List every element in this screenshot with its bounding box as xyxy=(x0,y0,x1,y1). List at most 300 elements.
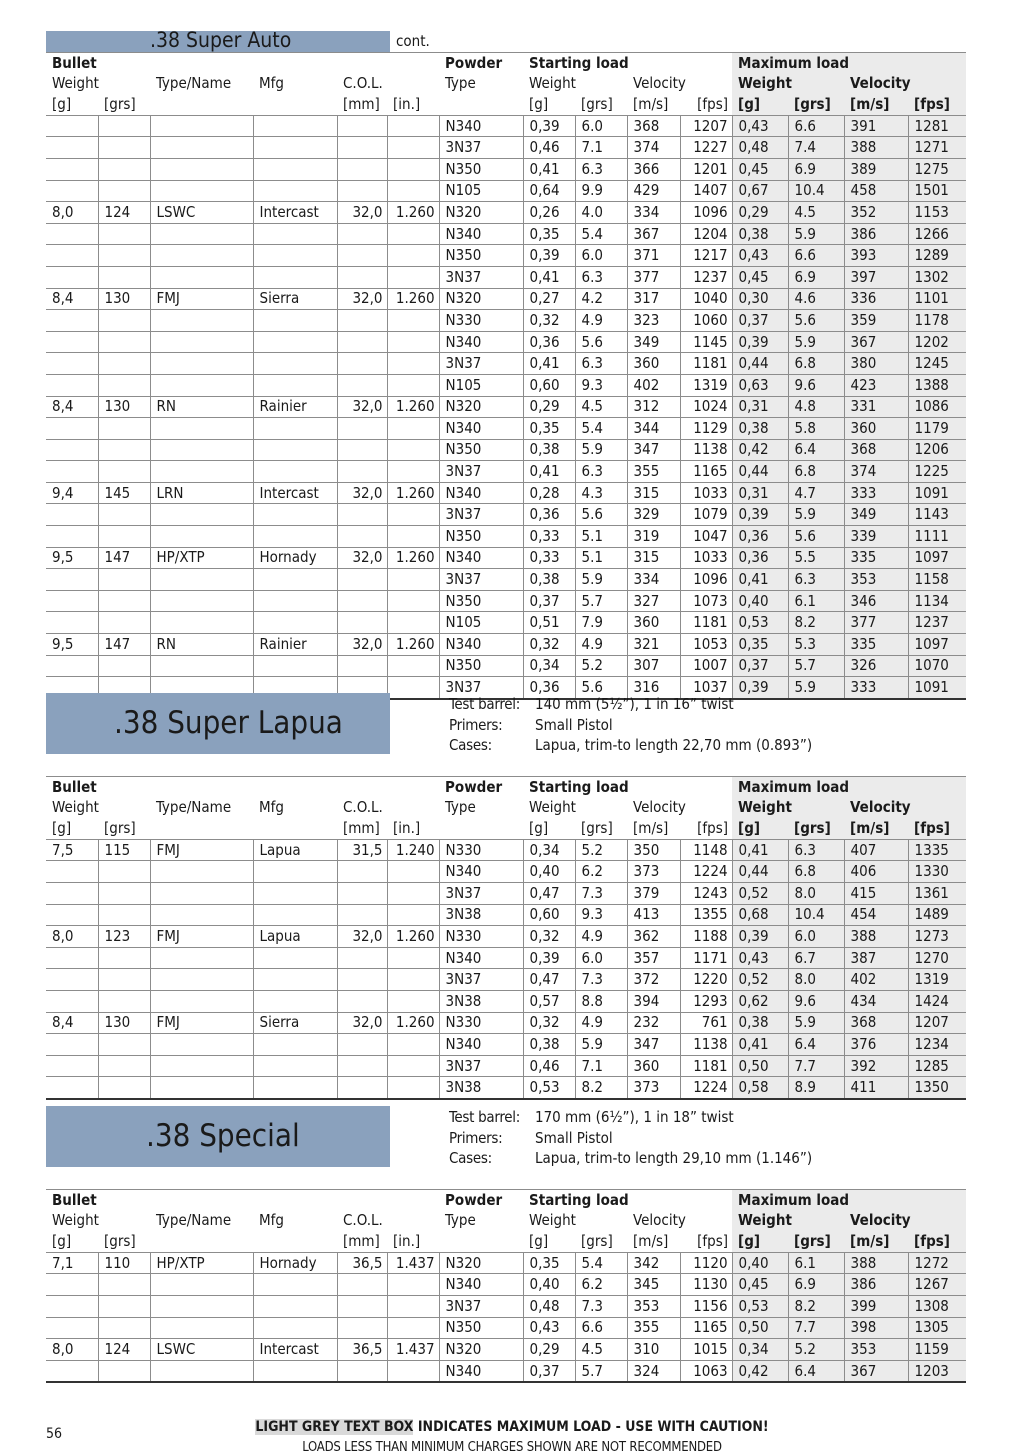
bullet-weight-grs-cell xyxy=(98,882,150,904)
col-in-cell xyxy=(387,947,439,969)
col-in-cell xyxy=(387,1077,439,1099)
type-name-cell xyxy=(150,439,253,461)
type-name-cell xyxy=(150,969,253,991)
col-mm-cell xyxy=(337,504,387,526)
col-in-cell: 1.260 xyxy=(387,482,439,504)
max-weight-grs-cell: 5.9 xyxy=(788,223,844,245)
bullet-weight-grs-cell: 115 xyxy=(98,839,150,861)
unit-start-weight-grs: [grs] xyxy=(575,1231,627,1252)
max-velocity-fps-cell: 1153 xyxy=(908,202,966,224)
type-name-cell xyxy=(150,612,253,634)
max-weight-g-cell: 0,50 xyxy=(732,1055,788,1077)
type-name-cell xyxy=(150,1077,253,1099)
mfg-cell xyxy=(253,418,337,440)
max-weight-grs-cell: 6.7 xyxy=(788,947,844,969)
bullet-weight-g-cell xyxy=(46,1295,98,1317)
mfg-cell xyxy=(253,245,337,267)
table-row xyxy=(46,482,966,504)
table-row xyxy=(46,202,966,224)
col-in-cell: 1.437 xyxy=(387,1252,439,1274)
powder-type-cell: N330 xyxy=(439,310,523,332)
col-in-cell xyxy=(387,904,439,926)
mfg-cell xyxy=(253,590,337,612)
max-velocity-fps-cell: 1424 xyxy=(908,990,966,1012)
type-name-cell xyxy=(150,310,253,332)
max-velocity-fps-cell: 1266 xyxy=(908,223,966,245)
col-in-cell xyxy=(387,418,439,440)
max-velocity-fps-cell: 1330 xyxy=(908,861,966,883)
table-row xyxy=(46,904,966,926)
max-velocity-ms-cell: 380 xyxy=(844,353,908,375)
unit-start-velocity-ms: [m/s] xyxy=(627,818,680,839)
type-name-cell: LSWC xyxy=(150,202,253,224)
bullet-weight-grs-cell xyxy=(98,590,150,612)
start-weight-grs-cell: 7.3 xyxy=(575,1295,627,1317)
bullet-weight-grs-cell xyxy=(98,439,150,461)
col-in-cell xyxy=(387,1295,439,1317)
mfg-cell: Lapua xyxy=(253,926,337,948)
mfg-cell xyxy=(253,990,337,1012)
table-row xyxy=(46,504,966,526)
table-row xyxy=(46,288,966,310)
start-weight-grs-cell: 4.5 xyxy=(575,1339,627,1361)
max-weight-g-cell: 0,52 xyxy=(732,882,788,904)
start-weight-grs-cell: 7.1 xyxy=(575,1055,627,1077)
col-in-cell xyxy=(387,115,439,137)
table-row xyxy=(46,1012,966,1034)
max-velocity-ms-cell: 359 xyxy=(844,310,908,332)
start-weight-grs-cell: 5.1 xyxy=(575,526,627,548)
max-weight-grs-cell: 7.7 xyxy=(788,1317,844,1339)
unit-powder-type xyxy=(439,1231,523,1252)
max-velocity-fps-cell: 1202 xyxy=(908,331,966,353)
max-weight-g-cell: 0,50 xyxy=(732,1317,788,1339)
mfg-cell xyxy=(253,655,337,677)
bullet-weight-grs-cell: 124 xyxy=(98,1339,150,1361)
header-maximum-load: Maximum load xyxy=(732,1190,966,1211)
max-weight-grs-cell: 9.6 xyxy=(788,374,844,396)
max-velocity-fps-cell: 1237 xyxy=(908,612,966,634)
max-weight-g-cell: 0,37 xyxy=(732,655,788,677)
unit-max-weight-grs: [grs] xyxy=(788,1231,844,1252)
type-name-cell xyxy=(150,904,253,926)
mfg-cell xyxy=(253,861,337,883)
bullet-weight-g-cell xyxy=(46,353,98,375)
start-velocity-ms-cell: 367 xyxy=(627,223,680,245)
max-weight-grs-cell: 6.8 xyxy=(788,861,844,883)
bullet-weight-g-cell xyxy=(46,1360,98,1382)
bullet-weight-g-cell xyxy=(46,310,98,332)
mfg-cell xyxy=(253,461,337,483)
max-weight-grs-cell: 10.4 xyxy=(788,180,844,202)
max-weight-g-cell: 0,67 xyxy=(732,180,788,202)
col-mm-cell xyxy=(337,115,387,137)
max-weight-g-cell: 0,43 xyxy=(732,947,788,969)
start-weight-g-cell: 0,28 xyxy=(523,482,575,504)
start-weight-grs-cell: 5.4 xyxy=(575,418,627,440)
table-row xyxy=(46,1252,966,1274)
powder-type-cell: N350 xyxy=(439,590,523,612)
mfg-cell: Intercast xyxy=(253,202,337,224)
col-in-cell: 1.240 xyxy=(387,839,439,861)
bullet-weight-grs-cell xyxy=(98,1360,150,1382)
table-row xyxy=(46,266,966,288)
start-weight-grs-cell: 6.0 xyxy=(575,245,627,267)
type-name-cell xyxy=(150,374,253,396)
test-info-value: Lapua, trim-to length 29,10 mm (1.146”) xyxy=(535,1149,813,1167)
start-velocity-fps-cell: 1156 xyxy=(680,1295,732,1317)
start-velocity-fps-cell: 1047 xyxy=(680,526,732,548)
table-row xyxy=(46,439,966,461)
start-weight-grs-cell: 9.3 xyxy=(575,904,627,926)
table-row xyxy=(46,634,966,656)
table-row xyxy=(46,310,966,332)
section-header-super-auto xyxy=(46,28,390,52)
powder-type-cell: N105 xyxy=(439,180,523,202)
col-in-cell: 1.260 xyxy=(387,396,439,418)
table-row xyxy=(46,882,966,904)
start-velocity-ms-cell: 360 xyxy=(627,612,680,634)
col-mm-cell xyxy=(337,266,387,288)
start-weight-g-cell: 0,46 xyxy=(523,1055,575,1077)
header-starting-load: Starting load xyxy=(523,53,732,74)
max-weight-grs-cell: 6.4 xyxy=(788,1034,844,1056)
start-velocity-ms-cell: 373 xyxy=(627,861,680,883)
table-row xyxy=(46,990,966,1012)
header-type: Type xyxy=(445,74,476,93)
max-weight-grs-cell: 5.9 xyxy=(788,677,844,699)
start-weight-g-cell: 0,41 xyxy=(523,353,575,375)
unit-start-weight-g: [g] xyxy=(523,818,575,839)
table-row xyxy=(46,926,966,948)
bullet-weight-g-cell xyxy=(46,904,98,926)
start-velocity-ms-cell: 310 xyxy=(627,1339,680,1361)
type-name-cell: RN xyxy=(150,396,253,418)
bullet-weight-g-cell xyxy=(46,969,98,991)
start-velocity-fps-cell: 1220 xyxy=(680,969,732,991)
header-max-velocity: Velocity xyxy=(844,798,966,819)
mfg-cell: Hornady xyxy=(253,547,337,569)
max-weight-g-cell: 0,39 xyxy=(732,331,788,353)
col-mm-cell xyxy=(337,158,387,180)
max-velocity-fps-cell: 1350 xyxy=(908,1077,966,1099)
bullet-weight-g-cell xyxy=(46,1274,98,1296)
powder-type-cell: 3N37 xyxy=(439,266,523,288)
unit-col-in: [in.] xyxy=(387,818,439,839)
col-in-cell: 1.260 xyxy=(387,288,439,310)
header-max-velocity: Velocity xyxy=(844,74,966,95)
type-name-cell: RN xyxy=(150,634,253,656)
powder-type-cell: N340 xyxy=(439,547,523,569)
unit-max-weight-grs: [grs] xyxy=(788,818,844,839)
powder-type-cell: N340 xyxy=(439,418,523,440)
header-col: C.O.L. xyxy=(343,798,383,817)
start-velocity-ms-cell: 379 xyxy=(627,882,680,904)
bullet-weight-grs-cell xyxy=(98,1295,150,1317)
max-velocity-fps-cell: 1206 xyxy=(908,439,966,461)
start-weight-g-cell: 0,41 xyxy=(523,461,575,483)
bullet-weight-g-cell: 9,5 xyxy=(46,634,98,656)
max-velocity-ms-cell: 387 xyxy=(844,947,908,969)
unit-start-weight-grs: [grs] xyxy=(575,818,627,839)
col-in-cell xyxy=(387,137,439,159)
max-weight-grs-cell: 7.7 xyxy=(788,1055,844,1077)
max-velocity-ms-cell: 388 xyxy=(844,1252,908,1274)
max-velocity-fps-cell: 1272 xyxy=(908,1252,966,1274)
header-start-weight: Weight xyxy=(529,74,576,93)
powder-type-cell: N105 xyxy=(439,612,523,634)
unit-mfg xyxy=(253,818,337,839)
mfg-cell xyxy=(253,612,337,634)
max-weight-g-cell: 0,40 xyxy=(732,590,788,612)
start-weight-g-cell: 0,47 xyxy=(523,969,575,991)
start-weight-grs-cell: 5.7 xyxy=(575,590,627,612)
start-velocity-fps-cell: 1181 xyxy=(680,353,732,375)
max-velocity-ms-cell: 392 xyxy=(844,1055,908,1077)
start-weight-grs-cell: 7.3 xyxy=(575,969,627,991)
mfg-cell xyxy=(253,331,337,353)
start-weight-g-cell: 0,48 xyxy=(523,1295,575,1317)
header-type-name: Type/Name xyxy=(156,1211,232,1230)
bullet-weight-grs-cell xyxy=(98,115,150,137)
table-row xyxy=(46,137,966,159)
test-info-special xyxy=(449,1107,812,1169)
max-velocity-fps-cell: 1271 xyxy=(908,137,966,159)
start-weight-g-cell: 0,36 xyxy=(523,331,575,353)
start-velocity-ms-cell: 362 xyxy=(627,926,680,948)
table-row xyxy=(46,1034,966,1056)
header-starting-load: Starting load xyxy=(523,777,732,798)
start-velocity-fps-cell: 1293 xyxy=(680,990,732,1012)
start-velocity-fps-cell: 1237 xyxy=(680,266,732,288)
col-mm-cell: 32,0 xyxy=(337,288,387,310)
type-name-cell xyxy=(150,504,253,526)
col-in-cell: 1.437 xyxy=(387,1339,439,1361)
start-weight-grs-cell: 5.9 xyxy=(575,569,627,591)
col-mm-cell xyxy=(337,990,387,1012)
header-start-velocity: Velocity xyxy=(633,74,686,93)
start-velocity-fps-cell: 1138 xyxy=(680,1034,732,1056)
max-weight-grs-cell: 8.2 xyxy=(788,1295,844,1317)
type-name-cell xyxy=(150,1317,253,1339)
load-table-super-lapua xyxy=(46,776,966,1100)
max-weight-g-cell: 0,53 xyxy=(732,612,788,634)
max-weight-g-cell: 0,41 xyxy=(732,839,788,861)
max-weight-g-cell: 0,58 xyxy=(732,1077,788,1099)
start-weight-grs-cell: 5.2 xyxy=(575,655,627,677)
start-weight-grs-cell: 5.4 xyxy=(575,1252,627,1274)
max-weight-grs-cell: 6.9 xyxy=(788,158,844,180)
header-col: C.O.L. xyxy=(343,74,383,93)
col-mm-cell xyxy=(337,418,387,440)
header-type-name: Type/Name xyxy=(156,798,232,817)
max-weight-g-cell: 0,52 xyxy=(732,969,788,991)
max-velocity-ms-cell: 352 xyxy=(844,202,908,224)
max-weight-g-cell: 0,63 xyxy=(732,374,788,396)
mfg-cell xyxy=(253,1034,337,1056)
start-velocity-fps-cell: 1096 xyxy=(680,569,732,591)
unit-max-velocity-fps: [fps] xyxy=(908,818,966,839)
col-mm-cell xyxy=(337,969,387,991)
table-row xyxy=(46,839,966,861)
start-velocity-fps-cell: 1007 xyxy=(680,655,732,677)
bullet-weight-grs-cell xyxy=(98,904,150,926)
max-weight-g-cell: 0,44 xyxy=(732,461,788,483)
bullet-weight-grs-cell xyxy=(98,1077,150,1099)
bullet-weight-g-cell xyxy=(46,882,98,904)
start-weight-g-cell: 0,32 xyxy=(523,634,575,656)
bullet-weight-g-cell xyxy=(46,245,98,267)
max-velocity-fps-cell: 1179 xyxy=(908,418,966,440)
bullet-weight-grs-cell xyxy=(98,180,150,202)
max-weight-grs-cell: 5.5 xyxy=(788,547,844,569)
unit-start-velocity-fps: [fps] xyxy=(680,818,732,839)
powder-type-cell: N105 xyxy=(439,374,523,396)
min-charge-note: LOADS LESS THAN MINIMUM CHARGES SHOWN ARE NOT RECOMMENDED xyxy=(302,1440,722,1455)
header-type: Type xyxy=(445,798,476,817)
col-in-cell: 1.260 xyxy=(387,202,439,224)
col-mm-cell: 32,0 xyxy=(337,1012,387,1034)
mfg-cell xyxy=(253,904,337,926)
unit-col-mm: [mm] xyxy=(337,94,387,115)
col-mm-cell: 31,5 xyxy=(337,839,387,861)
max-velocity-ms-cell: 399 xyxy=(844,1295,908,1317)
section-title: .38 Super Auto xyxy=(150,28,292,52)
start-weight-g-cell: 0,64 xyxy=(523,180,575,202)
start-weight-grs-cell: 5.7 xyxy=(575,1360,627,1382)
start-weight-g-cell: 0,41 xyxy=(523,158,575,180)
col-mm-cell xyxy=(337,1360,387,1382)
bullet-weight-g-cell xyxy=(46,526,98,548)
type-name-cell xyxy=(150,245,253,267)
unit-max-weight-g: [g] xyxy=(732,818,788,839)
max-velocity-ms-cell: 331 xyxy=(844,396,908,418)
unit-max-weight-grs: [grs] xyxy=(788,94,844,115)
test-info-row xyxy=(449,1148,812,1169)
bullet-weight-g-cell xyxy=(46,158,98,180)
test-info-label: Test barrel: xyxy=(449,695,520,713)
unit-bullet-weight-g: [g] xyxy=(46,1231,98,1252)
col-in-cell xyxy=(387,439,439,461)
bullet-weight-grs-cell xyxy=(98,947,150,969)
max-velocity-fps-cell: 1489 xyxy=(908,904,966,926)
max-velocity-fps-cell: 1091 xyxy=(908,482,966,504)
col-mm-cell xyxy=(337,374,387,396)
bullet-weight-grs-cell xyxy=(98,461,150,483)
col-in-cell xyxy=(387,677,439,699)
max-weight-grs-cell: 8.2 xyxy=(788,612,844,634)
unit-mfg xyxy=(253,1231,337,1252)
header-bullet: Bullet xyxy=(46,53,439,74)
start-weight-grs-cell: 6.6 xyxy=(575,1317,627,1339)
col-in-cell xyxy=(387,374,439,396)
col-mm-cell xyxy=(337,331,387,353)
start-velocity-ms-cell: 321 xyxy=(627,634,680,656)
bullet-weight-grs-cell: 123 xyxy=(98,926,150,948)
start-weight-g-cell: 0,57 xyxy=(523,990,575,1012)
max-velocity-fps-cell: 1319 xyxy=(908,969,966,991)
start-weight-grs-cell: 7.9 xyxy=(575,612,627,634)
unit-max-velocity-fps: [fps] xyxy=(908,1231,966,1252)
max-velocity-fps-cell: 1302 xyxy=(908,266,966,288)
mfg-cell: Rainier xyxy=(253,396,337,418)
header-start-velocity: Velocity xyxy=(633,1211,686,1230)
mfg-cell xyxy=(253,1317,337,1339)
start-velocity-ms-cell: 329 xyxy=(627,504,680,526)
powder-type-cell: N350 xyxy=(439,439,523,461)
start-weight-g-cell: 0,33 xyxy=(523,547,575,569)
bullet-weight-grs-cell xyxy=(98,137,150,159)
start-velocity-ms-cell: 347 xyxy=(627,439,680,461)
start-velocity-ms-cell: 373 xyxy=(627,1077,680,1099)
bullet-weight-grs-cell: 147 xyxy=(98,547,150,569)
max-velocity-ms-cell: 397 xyxy=(844,266,908,288)
max-velocity-fps-cell: 1305 xyxy=(908,1317,966,1339)
max-velocity-ms-cell: 388 xyxy=(844,926,908,948)
max-velocity-fps-cell: 1158 xyxy=(908,569,966,591)
type-name-cell: LRN xyxy=(150,482,253,504)
start-velocity-ms-cell: 345 xyxy=(627,1274,680,1296)
start-velocity-fps-cell: 1171 xyxy=(680,947,732,969)
start-weight-grs-cell: 5.9 xyxy=(575,1034,627,1056)
unit-max-velocity-ms: [m/s] xyxy=(844,1231,908,1252)
table-row xyxy=(46,223,966,245)
header-start-weight: Weight xyxy=(529,1211,576,1230)
max-weight-grs-cell: 5.3 xyxy=(788,634,844,656)
header-weight: Weight xyxy=(52,74,99,93)
start-velocity-fps-cell: 1217 xyxy=(680,245,732,267)
mfg-cell xyxy=(253,439,337,461)
col-in-cell xyxy=(387,158,439,180)
max-velocity-ms-cell: 326 xyxy=(844,655,908,677)
max-weight-g-cell: 0,39 xyxy=(732,677,788,699)
unit-max-weight-g: [g] xyxy=(732,1231,788,1252)
type-name-cell xyxy=(150,569,253,591)
max-velocity-ms-cell: 367 xyxy=(844,1360,908,1382)
type-name-cell xyxy=(150,990,253,1012)
col-in-cell xyxy=(387,861,439,883)
bullet-weight-g-cell xyxy=(46,504,98,526)
type-name-cell: HP/XTP xyxy=(150,1252,253,1274)
bullet-weight-grs-cell xyxy=(98,266,150,288)
start-velocity-ms-cell: 402 xyxy=(627,374,680,396)
max-weight-g-cell: 0,39 xyxy=(732,926,788,948)
start-weight-g-cell: 0,35 xyxy=(523,1252,575,1274)
unit-bullet-weight-grs: [grs] xyxy=(98,1231,150,1252)
bullet-weight-g-cell: 7,1 xyxy=(46,1252,98,1274)
mfg-cell xyxy=(253,969,337,991)
max-velocity-fps-cell: 1335 xyxy=(908,839,966,861)
powder-type-cell: 3N37 xyxy=(439,569,523,591)
bullet-weight-g-cell xyxy=(46,223,98,245)
start-weight-grs-cell: 5.6 xyxy=(575,331,627,353)
col-in-cell xyxy=(387,1055,439,1077)
type-name-cell xyxy=(150,158,253,180)
mfg-cell xyxy=(253,137,337,159)
start-velocity-fps-cell: 1224 xyxy=(680,1077,732,1099)
powder-type-cell: N350 xyxy=(439,245,523,267)
type-name-cell xyxy=(150,1295,253,1317)
type-name-cell xyxy=(150,590,253,612)
max-velocity-ms-cell: 407 xyxy=(844,839,908,861)
max-weight-grs-cell: 5.6 xyxy=(788,310,844,332)
max-velocity-fps-cell: 1270 xyxy=(908,947,966,969)
powder-type-cell: N340 xyxy=(439,947,523,969)
max-weight-grs-cell: 6.1 xyxy=(788,1252,844,1274)
type-name-cell xyxy=(150,418,253,440)
bullet-weight-g-cell xyxy=(46,612,98,634)
start-weight-grs-cell: 8.2 xyxy=(575,1077,627,1099)
